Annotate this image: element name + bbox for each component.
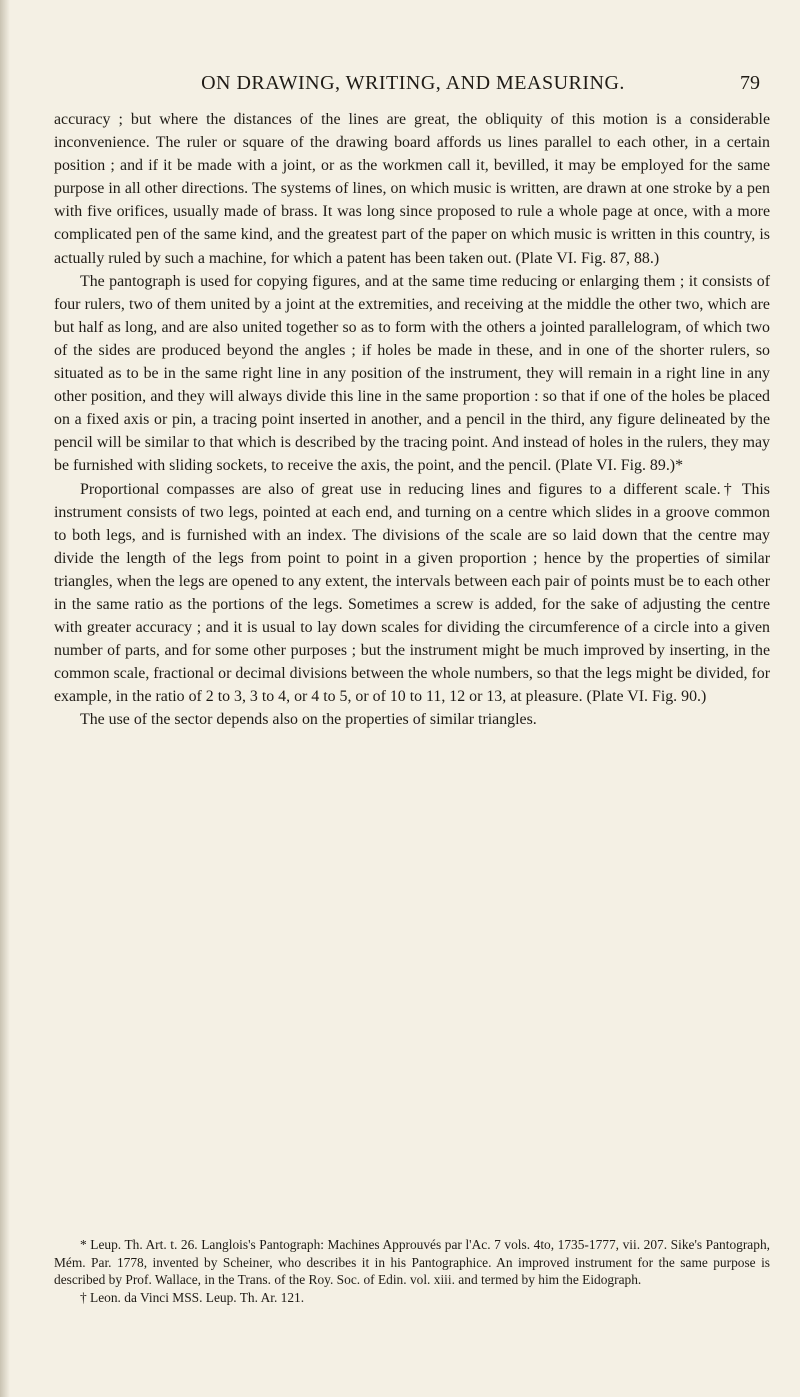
paragraph-proportional-compasses: Proportional compasses are also of great use in reducing lines and figures to a different scale.† This instrument consists of two legs, pointed at each end, and turning on a centre which slides in a groove common to both legs, and is furnished with an index. The divisions of the scale are so laid down that the centre may divide the length of the legs from point to point in a given proportion ; hence by the properties of similar triangles, when the legs are opened to any extent, the intervals between each pair of points must be to each other in the same ratio as the portions of the legs. Sometimes a screw is added, for the sake of adjusting the centre with greater accuracy ; and it is usual to lay down scales for dividing the circumference of a circle into a given number of parts, and for some other purposes ; but the instrument might be much improved by inserting, in the common scale, fractional or decimal divisions between the whole numbers, so that the legs might be divided, for example, in the ratio of 2 to 3, 3 to 4, or 4 to 5, or of 10 to 11, 12 or 13, at pleasure. (Plate VI. Fig. 90.): [54, 480, 770, 706]
page-number: 79: [740, 72, 760, 94]
footnotes: [54, 1236, 770, 1306]
running-title: ON DRAWING, WRITING, AND MEASURING.: [201, 72, 625, 94]
paragraph-sector: The use of the sector depends also on the properties of similar triangles.: [80, 711, 537, 729]
paragraph-pantograph: The pantograph is used for copying figures, and at the same time reducing or enlarging them ; it consists of four rulers, two of them united by a joint at the extremities, and receiving at the middle the other two, which are but half as long, and are also united together so as to form with the others a jointed parallelogram, of which two of the sides are produced beyond the angles ; if holes be made in these, and in one of the shorter rulers, so situated as to be in the same right line in any position of the instrument, they will remain in a right line in any other position, and they will always divide this line in the same proportion : so that if one of the holes be placed on a fixed axis or pin, a tracing point inserted in another, and a pencil in the third, any figure delineated by the pencil will be similar to that which is described by the tracing point. And instead of holes in the rulers, they may be furnished with sliding sockets, to receive the axis, the point, and the pencil. (Plate VI. Fig. 89.)*: [54, 272, 770, 475]
body-text: [54, 108, 770, 732]
footnote-pantograph: * Leup. Th. Art. t. 26. Langlois's Pantograph: Machines Approuvés par l'Ac. 7 vols. 4to, 1735-1777, vii. 207. Sike's Pantograph, Mém. Par. 1778, invented by Scheiner, who describes it in his Pantographice. An improved instrument for the same purpose is described by Prof. Wallace, in the Trans. of the Roy. Soc. of Edin. vol. xiii. and termed by him the Eidograph.: [54, 1237, 770, 1288]
paragraph-accuracy: accuracy ; but where the distances of the lines are great, the obliquity of this motion is a considerable inconvenience. The ruler or square of the drawing board affords us lines parallel to each other, in a certain position ; and if it be made with a joint, or as the workmen call it, bevilled, it may be employed for the same purpose in all other directions. The systems of lines, on which music is written, are drawn at one stroke by a pen with five orifices, usually made of brass. It was long since proposed to rule a whole page at once, with a more complicated pen of the same kind, and the greatest part of the paper on which music is written in this country, is actually ruled by such a machine, for which a patent has been taken out. (Plate VI. Fig. 87, 88.): [54, 111, 770, 267]
footnote-da-vinci: † Leon. da Vinci MSS. Leup. Th. Ar. 121.: [80, 1289, 305, 1305]
spine-shadow: [0, 0, 10, 1397]
running-head: [66, 72, 760, 102]
